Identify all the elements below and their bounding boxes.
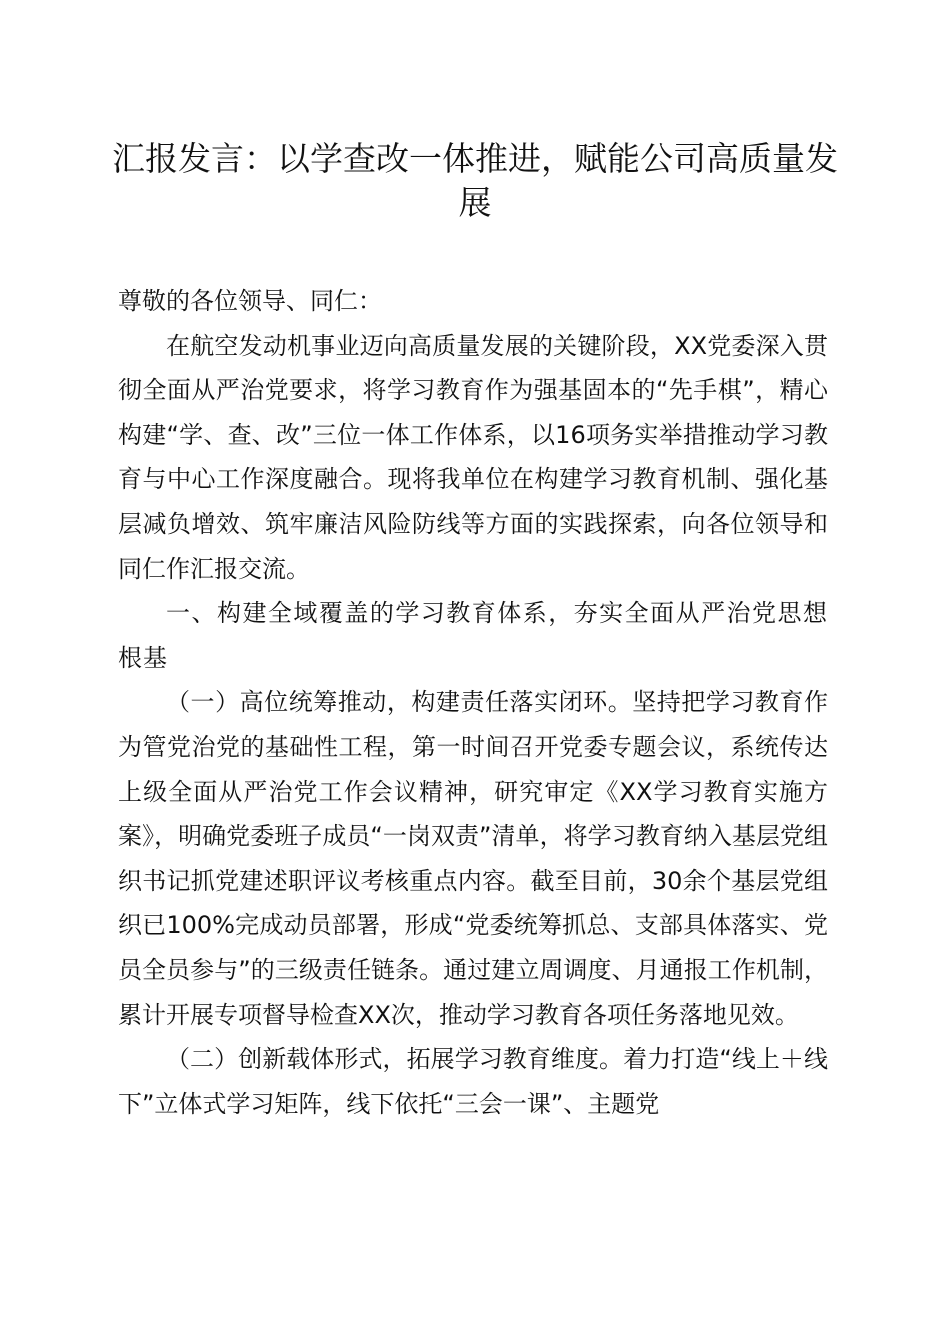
paragraph-1: （一）高位统筹推动，构建责任落实闭环。坚持把学习教育作为管党治党的基础性工程，第一时间召开党委专题会议，系统传达上级全面从严治党工作会议精神，研究审定《XX学习教育实施方案》，明确党委班子成员“一岗双责”清单，将学习教育纳入基层党组织书记抓党建述职评议考核重点内容。截至目前，30余个基层党组织已100%完成动员部署，形成“党委统筹抓总、支部具体落实、党员全员参与”的三级责任链条。通过建立周调度、月通报工作机制，累计开展专项督导检查XX次，推动学习教育各项任务落地见效。 xyxy=(118,688,828,1029)
section-heading-1: 一、构建全域覆盖的学习教育体系，夯实全面从严治党思想根基 xyxy=(118,599,828,672)
paragraph-2: （二）创新载体形式，拓展学习教育维度。着力打造“线上＋线下”立体式学习矩阵，线下依托“三会一课”、主题党 xyxy=(118,1045,828,1118)
document-title: 汇报发言：以学查改一体推进，赋能公司高质量发展 xyxy=(112,139,838,222)
intro-paragraph: 在航空发动机事业迈向高质量发展的关键阶段，XX党委深入贯彻全面从严治党要求，将学习教育作为强基固本的“先手棋”，精心构建“学、查、改”三位一体工作体系，以16项务实举措推动学习教育与中心工作深度融合。现将我单位在构建学习教育机制、强化基层减负增效、筑牢廉洁风险防线等方面的实践探索，向各位领导和同仁作汇报交流。 xyxy=(118,331,828,583)
document-body xyxy=(118,279,828,1126)
salutation: 尊敬的各位领导、同仁： xyxy=(118,287,382,315)
